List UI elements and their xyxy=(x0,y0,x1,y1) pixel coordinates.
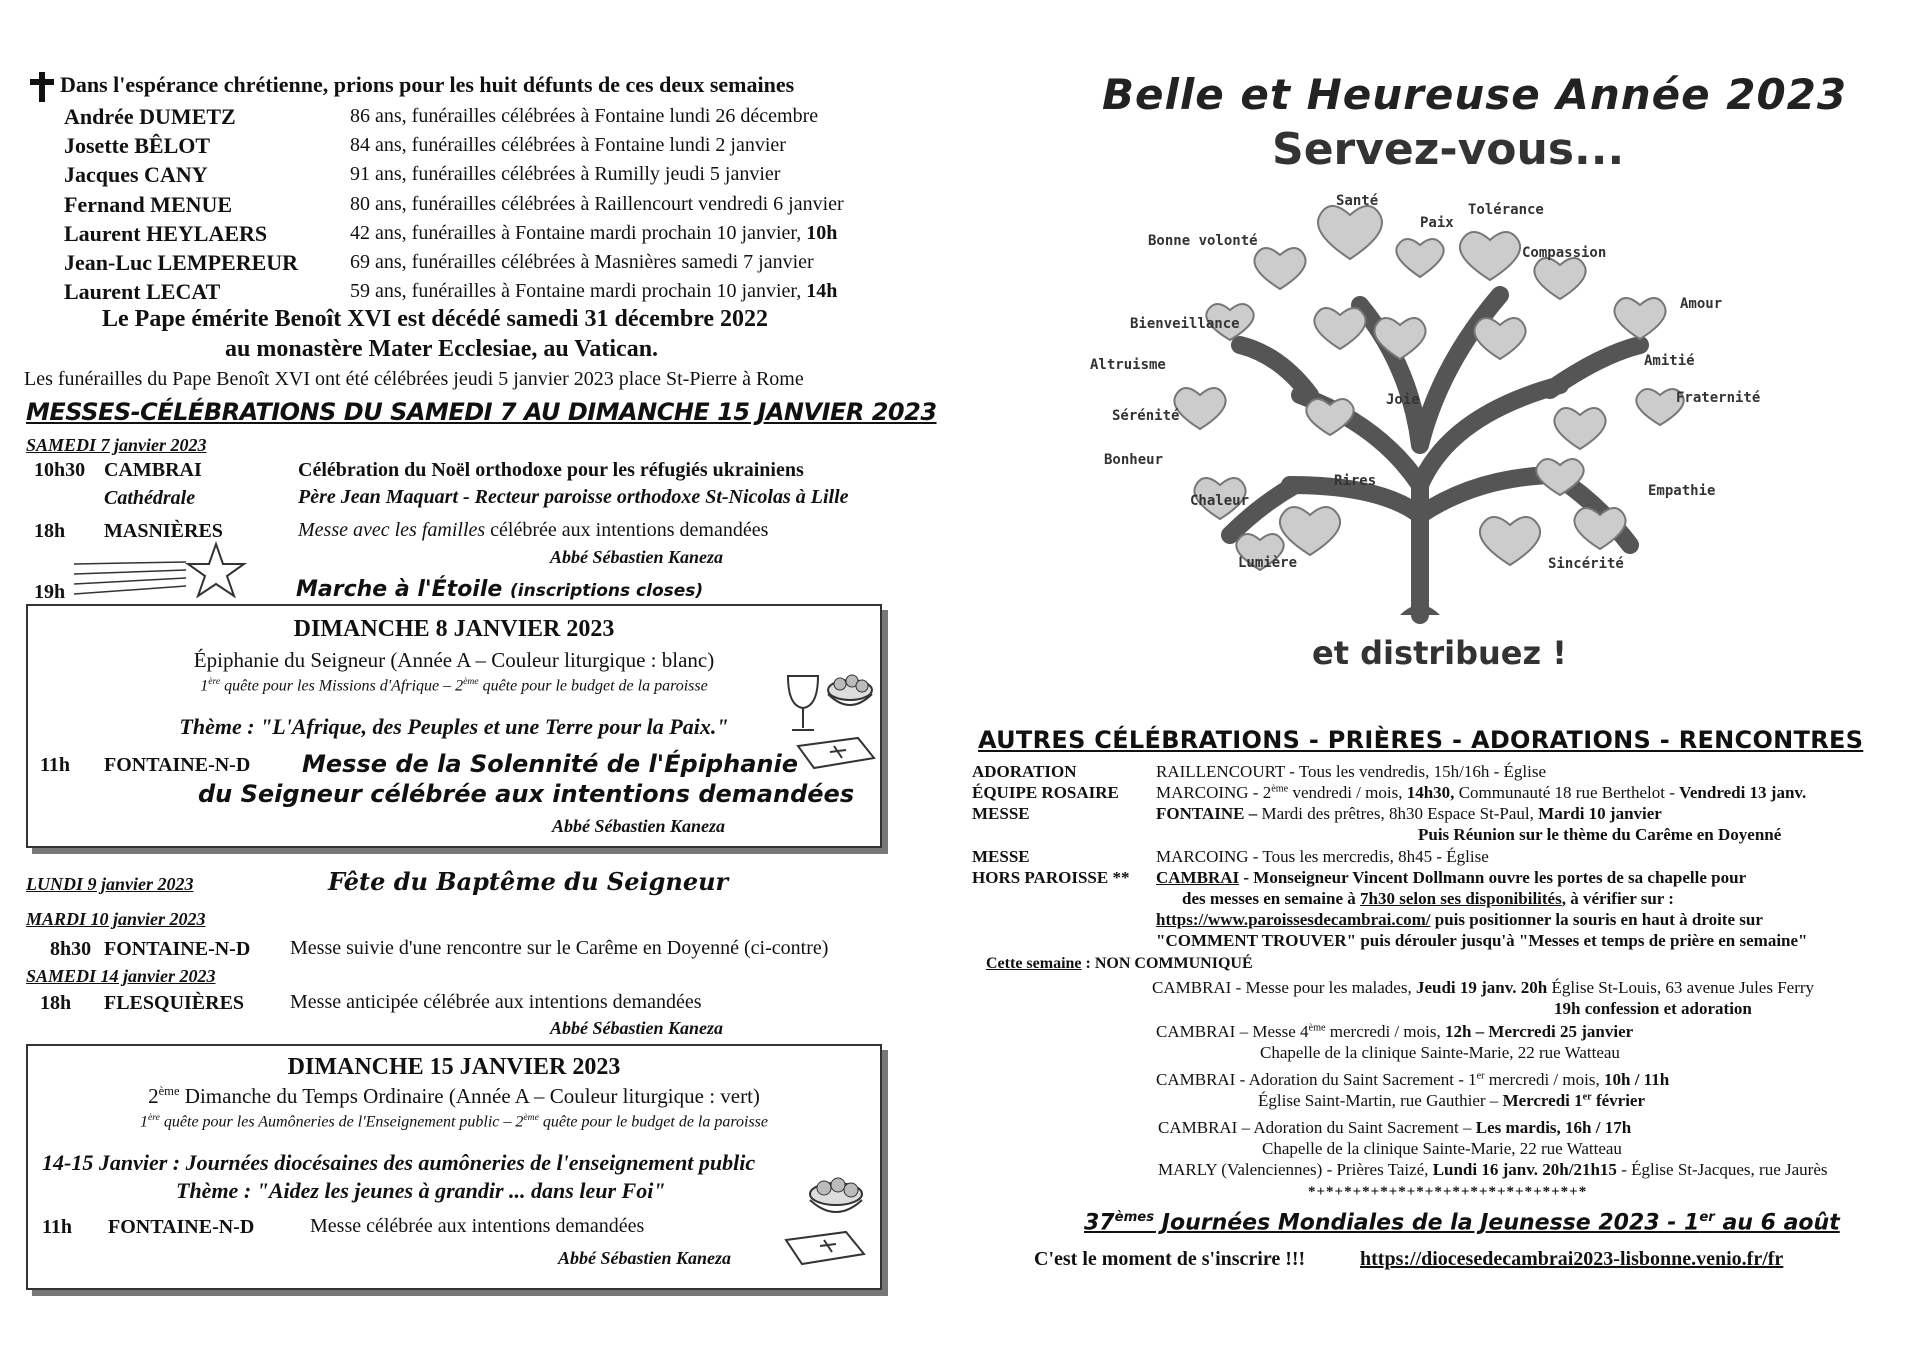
event-text: Messe célébrée aux intentions demandées xyxy=(310,1215,645,1237)
tree-word: Bonheur xyxy=(1104,452,1164,468)
deceased-name: Jean-Luc LEMPEREUR xyxy=(64,250,299,275)
box-subtitle: Épiphanie du Seigneur (Année A – Couleur liturgique : blanc) xyxy=(193,648,715,672)
event-time: 18h xyxy=(40,992,72,1014)
deceased-name: Laurent LECAT xyxy=(64,279,221,304)
box-journees: 14-15 Janvier : Journées diocésaines des aumôneries de l'enseignement public xyxy=(42,1150,756,1175)
inscrire-text: C'est le moment de s'inscrire !!! xyxy=(1034,1248,1306,1270)
paroisses-link[interactable]: https://www.paroissesdecambrai.com/ xyxy=(1156,910,1431,929)
deceased-name: Andrée DUMETZ xyxy=(64,104,236,129)
new-year-greeting: Belle et Heureuse Année 2023 xyxy=(1102,70,1848,119)
bread-bible-icon xyxy=(776,1174,876,1274)
stars-divider: *+*+*+*+*+*+*+*+*+*+*+*+*+*+*+* xyxy=(1308,1184,1588,1200)
row-text: Chapelle de la clinique Sainte-Marie, 22 rue Watteau xyxy=(1262,1139,1622,1158)
row-text: CAMBRAI - Adoration du Saint Sacrement - 1er mercredi / mois, 10h / 11h xyxy=(1156,1070,1670,1089)
event-text: Messe anticipée célébrée aux intentions demandées xyxy=(290,991,702,1013)
event-place: FLESQUIÈRES xyxy=(104,992,245,1014)
deceased-detail: 69 ans, funérailles célébrées à Masnières samedi 7 janvier xyxy=(350,251,814,273)
messes-title: MESSES-CÉLÉBRATIONS DU SAMEDI 7 AU DIMANCHE 15 JANVIER 2023 xyxy=(26,398,937,426)
tree-word: Santé xyxy=(1336,193,1379,209)
row-text: "COMMENT TROUVER" puis dérouler jusqu'à "Messes et temps de prière en semaine" xyxy=(1156,931,1808,950)
event-place: FONTAINE-N-D xyxy=(108,1216,255,1238)
event-text: Marche à l'Étoile (inscriptions closes) xyxy=(296,577,704,602)
row-label: MESSE xyxy=(972,847,1030,866)
tree-word: Joie xyxy=(1386,392,1420,408)
row-text: des messes en semaine à 7h30 selon ses disponibilités, à vérifier sur : xyxy=(1182,889,1674,908)
autres-title: AUTRES CÉLÉBRATIONS - PRIÈRES - ADORATIONS - RENCONTRES xyxy=(978,726,1864,754)
event-text: Messe de la Solennité de l'Épiphanie xyxy=(302,750,798,778)
row-text: MARCOING - Tous les mercredis, 8h45 - Église xyxy=(1156,847,1489,866)
event-time: 10h30 xyxy=(34,459,86,481)
date-heading: SAMEDI 7 janvier 2023 xyxy=(26,435,207,455)
row-text: CAMBRAI – Messe 4ème mercredi / mois, 12h – Mercredi 25 janvier xyxy=(1156,1022,1634,1041)
deceased-detail: 84 ans, funérailles célébrées à Fontaine lundi 2 janvier xyxy=(350,134,786,156)
obituary-intro: Dans l'espérance chrétienne, prions pour les huit défunts de ces deux semaines xyxy=(60,72,795,97)
feast-title: Fête du Baptême du Seigneur xyxy=(328,867,729,896)
row-text: FONTAINE – Mardi des prêtres, 8h30 Espace St-Paul, Mardi 10 janvier xyxy=(1156,804,1662,823)
box-subtitle: 2ème Dimanche du Temps Ordinaire (Année A – Couleur liturgique : vert) xyxy=(148,1084,760,1108)
row-text: Puis Réunion sur le thème du Carême en Doyenné xyxy=(1418,825,1782,844)
sunday-15-box xyxy=(26,1044,882,1290)
tree-word: Bienveillance xyxy=(1130,316,1240,332)
event-place: Cathédrale xyxy=(104,487,196,509)
tree-word: Chaleur xyxy=(1190,493,1250,509)
deceased-detail: 80 ans, funérailles célébrées à Raillencourt vendredi 6 janvier xyxy=(350,193,844,215)
quete-line: 1ère quête pour les Missions d'Afrique – 2ème quête pour le budget de la paroisse xyxy=(200,676,708,695)
distribuez: et distribuez ! xyxy=(1312,634,1567,672)
tree-word: Bonne volonté xyxy=(1148,233,1258,249)
date-heading: LUNDI 9 janvier 2023 xyxy=(26,874,194,894)
date-heading: SAMEDI 14 janvier 2023 xyxy=(26,966,216,986)
tree-word: Amitié xyxy=(1644,353,1695,369)
box-title: DIMANCHE 8 JANVIER 2023 xyxy=(293,616,615,642)
event-place: FONTAINE-N-D xyxy=(104,938,251,960)
row-text: Chapelle de la clinique Sainte-Marie, 22 rue Watteau xyxy=(1260,1043,1620,1062)
event-text: Père Jean Maquart - Recteur paroisse orthodoxe St-Nicolas à Lille xyxy=(298,486,849,508)
event-time: 18h xyxy=(34,520,66,542)
deceased-detail: 42 ans, funérailles à Fontaine mardi prochain 10 janvier, 10h xyxy=(350,222,838,244)
event-time: 11h xyxy=(42,1216,73,1238)
row-label: ÉQUIPE ROSAIRE xyxy=(972,783,1119,802)
row-text: Église Saint-Martin, rue Gauthier – Mercredi 1er février xyxy=(1258,1091,1646,1110)
servez-vous: Servez-vous... xyxy=(1272,124,1625,175)
event-text: Célébration du Noël orthodoxe pour les réfugiés ukrainiens xyxy=(298,459,804,481)
tree-word: Tolérance xyxy=(1468,202,1544,218)
event-place: CAMBRAI xyxy=(104,459,202,481)
tree-word: Lumière xyxy=(1238,555,1298,571)
row-text: CAMBRAI - Monseigneur Vincent Dollmann ouvre les portes de sa chapelle pour xyxy=(1156,868,1747,887)
deceased-name: Josette BÊLOT xyxy=(64,133,211,158)
row-text: 19h confession et adoration xyxy=(1554,999,1752,1018)
box-title: DIMANCHE 15 JANVIER 2023 xyxy=(287,1054,621,1080)
box-theme: Thème : "Aidez les jeunes à grandir ... dans leur Foi" xyxy=(176,1178,666,1203)
event-text: Messe suivie d'une rencontre sur le Carême en Doyenné (ci-contre) xyxy=(290,937,829,959)
pope-announcement: Le Pape émérite Benoît XVI est décédé samedi 31 décembre 2022 xyxy=(102,306,769,332)
event-text: du Seigneur célébrée aux intentions demandées xyxy=(198,780,855,808)
event-time: 19h xyxy=(34,581,66,603)
tree-word: Amour xyxy=(1680,296,1723,312)
event-place: FONTAINE-N-D xyxy=(104,754,251,776)
row-text: RAILLENCOURT - Tous les vendredis, 15h/16h - Église xyxy=(1156,762,1547,781)
event-text: Messe avec les familles célébrée aux intentions demandées xyxy=(298,519,769,541)
row-text: MARCOING - 2ème vendredi / mois, 14h30, Communauté 18 rue Berthelot - Vendredi 13 janv. xyxy=(1156,783,1807,802)
row-text: https://www.paroissesdecambrai.com/ puis positionner la souris en haut à droite sur xyxy=(1156,910,1763,929)
tree-word: Paix xyxy=(1420,215,1454,231)
priest-name: Abbé Sébastien Kaneza xyxy=(558,1248,732,1268)
priest-name: Abbé Sébastien Kaneza xyxy=(552,816,726,836)
row-label: MESSE xyxy=(972,804,1030,823)
pope-location: au monastère Mater Ecclesiae, au Vatican. xyxy=(225,336,659,362)
cross-icon xyxy=(28,70,56,104)
priest-name: Abbé Sébastien Kaneza xyxy=(550,1018,724,1038)
chalice-bible-icon xyxy=(778,666,878,776)
deceased-detail: 86 ans, funérailles célébrées à Fontaine lundi 26 décembre xyxy=(350,105,819,127)
tree-word: Empathie xyxy=(1648,483,1716,499)
quete-line: 1ère quête pour les Aumôneries de l'Enseignement public – 2ème quête pour le budget de la paroisse xyxy=(139,1112,768,1131)
row-text: CAMBRAI – Adoration du Saint Sacrement – Les mardis, 16h / 17h xyxy=(1158,1118,1632,1137)
jmj-title: 37èmes Journées Mondiales de la Jeunesse 2023 - 1er au 6 août xyxy=(1084,1210,1840,1236)
date-heading: MARDI 10 janvier 2023 xyxy=(26,909,206,929)
deceased-name: Jacques CANY xyxy=(64,162,208,187)
deceased-detail: 59 ans, funérailles à Fontaine mardi prochain 10 janvier, 14h xyxy=(350,280,838,302)
tree-word: Compassion xyxy=(1522,245,1607,261)
priest-name: Abbé Sébastien Kaneza xyxy=(550,547,724,567)
inscrire-link[interactable]: https://diocesedecambrai2023-lisbonne.venio.fr/fr xyxy=(1360,1248,1784,1270)
tree-word: Sincérité xyxy=(1548,556,1624,572)
row-label: HORS PAROISSE ** xyxy=(972,868,1130,887)
event-time: 11h xyxy=(40,754,71,776)
row-label: ADORATION xyxy=(972,762,1077,781)
event-place: MASNIÈRES xyxy=(104,520,223,542)
tree-word: Fraternité xyxy=(1676,390,1761,406)
row-text: MARLY (Valenciennes) - Prières Taizé, Lundi 16 janv. 20h/21h15 - Église St-Jacques, rue Jaurès xyxy=(1158,1160,1828,1179)
sunday-8-box xyxy=(26,604,882,848)
event-time: 8h30 xyxy=(50,938,92,960)
week-line: Cette semaine : NON COMMUNIQUÉ xyxy=(986,955,1253,972)
deceased-detail: 91 ans, funérailles célébrées à Rumilly jeudi 5 janvier xyxy=(350,163,781,185)
tree-word: Rires xyxy=(1334,473,1377,489)
tree-word: Sérénité xyxy=(1112,408,1180,424)
shooting-star-icon xyxy=(74,540,254,610)
deceased-name: Laurent HEYLAERS xyxy=(64,221,268,246)
pope-funeral: Les funérailles du Pape Benoît XVI ont été célébrées jeudi 5 janvier 2023 place St-Pierre à Rome xyxy=(24,368,804,390)
deceased-name: Fernand MENUE xyxy=(64,192,233,217)
box-theme: Thème : "L'Afrique, des Peuples et une Terre pour la Paix." xyxy=(179,714,729,739)
row-text: CAMBRAI - Messe pour les malades, Jeudi 19 janv. 20h Église St-Louis, 63 avenue Jules Ferry xyxy=(1152,978,1815,997)
tree-word: Altruisme xyxy=(1090,357,1166,373)
